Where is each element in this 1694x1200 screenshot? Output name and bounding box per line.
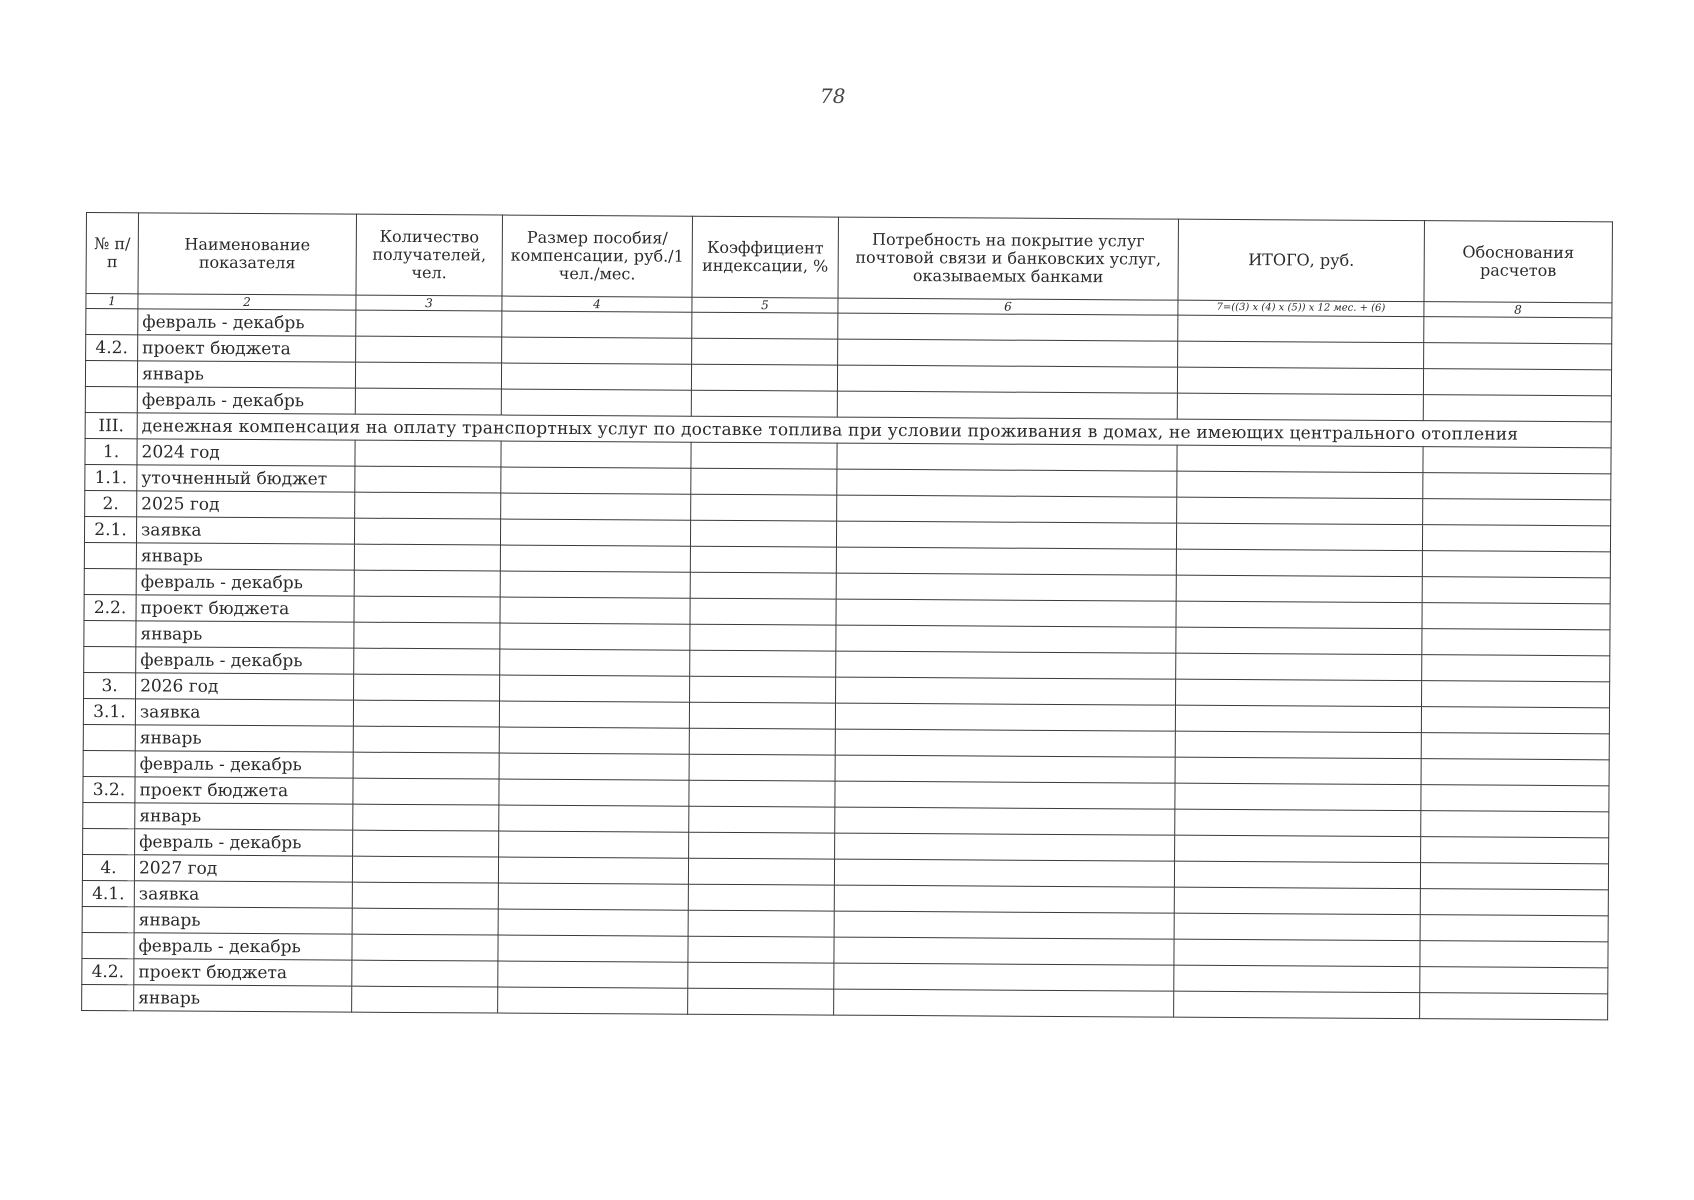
empty-cell [692,312,838,339]
header-cell: № п/п [86,213,138,294]
empty-cell [837,495,1177,523]
header-cell: Обоснования расчетов [1424,221,1612,303]
empty-cell [354,674,500,701]
empty-cell [1178,341,1424,369]
empty-cell [352,960,498,987]
row-indicator-name: заявка [136,517,354,544]
empty-cell [1422,551,1610,578]
empty-cell [1422,603,1610,630]
row-number [83,724,135,750]
empty-cell [353,726,499,753]
empty-cell [1176,653,1422,681]
header-cell: Потребность на покрытие услуг почтовой связи и банковских услуг, оказываемых банками [838,217,1178,300]
empty-cell [688,988,834,1015]
page-number: 78 [820,84,846,108]
empty-cell [691,364,837,391]
empty-cell [837,469,1177,497]
empty-cell [353,804,499,831]
row-number [86,309,138,335]
empty-cell [691,468,837,495]
empty-cell [1174,887,1420,915]
row-number [83,750,135,776]
row-indicator-name: проект бюджета [138,335,356,362]
empty-cell [835,729,1175,757]
empty-cell [691,494,837,521]
empty-cell [1420,889,1608,916]
empty-cell [355,466,501,493]
empty-cell [1177,497,1423,525]
row-indicator-name: проект бюджета [135,777,353,804]
empty-cell [1177,471,1423,499]
empty-cell [1423,473,1611,500]
header-row [86,213,1612,303]
empty-cell [501,493,691,520]
empty-cell [835,755,1175,783]
empty-cell [1422,629,1610,656]
empty-cell [1175,835,1421,863]
empty-cell [353,700,499,727]
empty-cell [691,442,837,469]
empty-cell [690,572,836,599]
empty-cell [836,625,1176,653]
row-indicator-name: февраль - декабрь [136,647,354,674]
table-body-bottom [82,438,1611,1019]
empty-cell [835,807,1175,835]
row-indicator-name: январь [137,361,355,388]
empty-cell [498,961,688,988]
empty-cell [1176,679,1422,707]
empty-cell [498,935,688,962]
empty-cell [835,703,1175,731]
empty-cell [1176,627,1422,655]
empty-cell [688,962,834,989]
row-number [82,984,134,1010]
column-number: 3 [356,295,502,311]
empty-cell [1421,733,1609,760]
row-number: 2.1. [84,516,136,542]
row-indicator-name: уточненный бюджет [137,465,355,492]
empty-cell [838,339,1178,367]
empty-cell [835,833,1175,861]
empty-cell [354,570,500,597]
empty-cell [692,338,838,365]
empty-cell [502,311,692,338]
empty-cell [1423,369,1611,396]
empty-cell [837,443,1177,471]
empty-cell [689,728,835,755]
empty-cell [689,702,835,729]
row-indicator-name: февраль - декабрь [138,309,356,336]
column-number: 1 [86,294,138,309]
empty-cell [354,622,500,649]
empty-cell [353,830,499,857]
column-number-formula: 7=((3) x (4) x (5)) x 12 мес. + (6) [1178,300,1424,317]
header-cell: Коэффициент индексации, % [692,216,838,298]
empty-cell [1420,967,1608,994]
row-number: 3.1. [83,698,135,724]
row-number: 4.1. [82,880,134,906]
empty-cell [1175,809,1421,837]
empty-cell [688,858,834,885]
empty-cell [836,599,1176,627]
row-indicator-name: январь [134,907,352,934]
empty-cell [689,754,835,781]
empty-cell [499,831,689,858]
empty-cell [500,623,690,650]
empty-cell [836,651,1176,679]
empty-cell [1177,393,1423,421]
empty-cell [500,545,690,572]
row-number [84,542,136,568]
row-number: 2. [85,490,137,516]
row-indicator-name: 2026 год [136,673,354,700]
row-number [82,906,134,932]
row-indicator-name: февраль - декабрь [135,829,353,856]
empty-cell [352,986,498,1013]
column-number: 5 [692,297,838,313]
row-indicator-name: январь [136,543,354,570]
empty-cell [499,701,689,728]
row-number [85,361,137,387]
empty-cell [834,963,1174,991]
row-indicator-name: январь [135,803,353,830]
row-indicator-name: проект бюджета [134,959,352,986]
empty-cell [690,650,836,677]
empty-cell [1175,731,1421,759]
empty-cell [688,936,834,963]
column-number: 6 [838,298,1178,315]
empty-cell [690,676,836,703]
empty-cell [837,391,1177,419]
row-indicator-name: 2024 год [137,439,355,466]
row-indicator-name: февраль - декабрь [137,387,355,414]
empty-cell [498,857,688,884]
empty-cell [835,781,1175,809]
empty-cell [690,598,836,625]
empty-cell [1420,863,1608,890]
section-title: денежная компенсация на оплату транспортных услуг по доставке топлива при условии проживания в домах, не имеющих центрального отопления [137,413,1611,448]
empty-cell [1174,991,1420,1019]
empty-cell [1422,525,1610,552]
empty-cell [1177,445,1423,473]
empty-cell [356,310,502,337]
empty-cell [834,911,1174,939]
empty-cell [691,390,837,417]
empty-cell [690,520,836,547]
empty-cell [1421,811,1609,838]
row-number [84,646,136,672]
empty-cell [834,859,1174,887]
empty-cell [499,779,689,806]
empty-cell [498,883,688,910]
empty-cell [499,805,689,832]
empty-cell [1175,705,1421,733]
empty-cell [501,467,691,494]
row-indicator-name: февраль - декабрь [134,933,352,960]
row-number: 1.1. [85,464,137,490]
empty-cell [1421,759,1609,786]
empty-cell [352,908,498,935]
empty-cell [1178,315,1424,343]
row-number: 3. [84,672,136,698]
row-indicator-name: заявка [135,699,353,726]
budget-table-sheet [81,212,1613,1020]
header-cell: Размер пособия/компенсации, руб./1 чел./мес. [502,215,692,297]
empty-cell [1175,783,1421,811]
empty-cell [1422,681,1610,708]
row-indicator-name: февраль - декабрь [135,751,353,778]
empty-cell [501,389,691,416]
empty-cell [837,365,1177,393]
empty-cell [834,989,1174,1017]
empty-cell [1177,367,1423,395]
row-number [83,828,135,854]
empty-cell [502,337,692,364]
row-number: 4.2. [86,335,138,361]
table-body-top [85,309,1612,422]
empty-cell [1174,861,1420,889]
empty-cell [500,571,690,598]
header-cell: Количество получателей, чел. [356,214,502,296]
empty-cell [834,885,1174,913]
empty-cell [501,441,691,468]
empty-cell [355,388,501,415]
empty-cell [1421,785,1609,812]
empty-cell [690,624,836,651]
empty-cell [688,910,834,937]
empty-cell [838,313,1178,341]
empty-cell [1421,707,1609,734]
empty-cell [1423,499,1611,526]
empty-cell [689,832,835,859]
empty-cell [501,363,691,390]
empty-cell [1175,757,1421,785]
empty-cell [1174,939,1420,967]
empty-cell [1421,837,1609,864]
empty-cell [1424,343,1612,370]
row-indicator-name: заявка [134,881,352,908]
empty-cell [1422,577,1610,604]
empty-cell [500,597,690,624]
empty-cell [1424,317,1612,344]
empty-cell [499,753,689,780]
row-indicator-name: 2025 год [137,491,355,518]
row-number: 2.2. [84,594,136,620]
empty-cell [355,440,501,467]
column-number: 4 [502,296,692,312]
empty-cell [834,937,1174,965]
empty-cell [1176,523,1422,551]
empty-cell [1423,447,1611,474]
empty-cell [1176,601,1422,629]
empty-cell [354,518,500,545]
empty-cell [352,934,498,961]
row-number: 1. [85,438,137,464]
empty-cell [500,519,690,546]
row-number [83,802,135,828]
row-indicator-name: 2027 год [134,855,352,882]
empty-cell [836,521,1176,549]
empty-cell [1420,915,1608,942]
row-indicator-name: проект бюджета [136,595,354,622]
empty-cell [352,882,498,909]
empty-cell [500,675,690,702]
row-indicator-name: февраль - декабрь [136,569,354,596]
header-cell: ИТОГО, руб. [1178,219,1424,302]
empty-cell [353,752,499,779]
empty-cell [353,778,499,805]
empty-cell [836,547,1176,575]
row-indicator-name: январь [136,621,354,648]
row-indicator-name: январь [134,985,352,1012]
empty-cell [354,648,500,675]
column-number: 2 [138,294,356,310]
empty-cell [498,987,688,1014]
empty-cell [1420,993,1608,1020]
empty-cell [689,806,835,833]
empty-cell [1420,941,1608,968]
empty-cell [1176,575,1422,603]
empty-cell [1176,549,1422,577]
header-cell: Наименование показателя [138,213,356,295]
empty-cell [356,336,502,363]
row-indicator-name: январь [135,725,353,752]
empty-cell [836,573,1176,601]
empty-cell [1174,913,1420,941]
empty-cell [836,677,1176,705]
empty-cell [354,596,500,623]
column-number: 8 [1424,302,1612,318]
empty-cell [499,727,689,754]
empty-cell [1423,395,1611,422]
budget-table [81,212,1613,1020]
empty-cell [355,492,501,519]
empty-cell [689,780,835,807]
empty-cell [500,649,690,676]
row-number [84,568,136,594]
row-number: 4.2. [82,958,134,984]
empty-cell [498,909,688,936]
empty-cell [688,884,834,911]
empty-cell [690,546,836,573]
empty-cell [1174,965,1420,993]
empty-cell [1422,655,1610,682]
empty-cell [352,856,498,883]
row-number: 4. [82,854,134,880]
row-number: 3.2. [83,776,135,802]
empty-cell [354,544,500,571]
empty-cell [355,362,501,389]
row-number [85,386,137,412]
section-number: III. [85,412,137,438]
row-number [82,932,134,958]
row-number [84,620,136,646]
